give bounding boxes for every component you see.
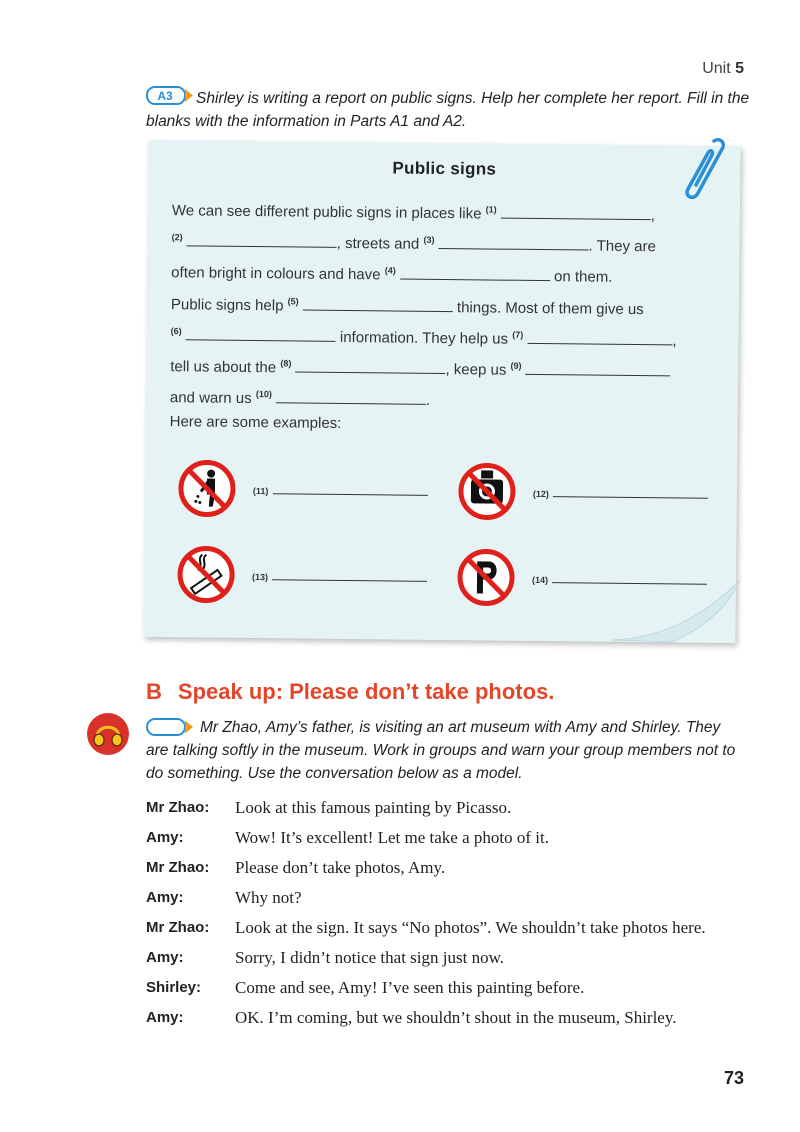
report-paragraph-3: Here are some examples:: [169, 413, 342, 432]
blank-7[interactable]: [527, 329, 672, 346]
headphones-icon: [86, 712, 130, 756]
speaker: Amy:: [146, 889, 184, 906]
blank-13[interactable]: [272, 571, 427, 582]
no-parking-icon: [456, 547, 517, 608]
unit-label: Unit 5: [702, 60, 744, 77]
speaker: Mr Zhao:: [146, 799, 210, 816]
conversation-row: [146, 857, 756, 879]
paperclip-icon: [680, 135, 728, 205]
section-b-heading: [146, 679, 554, 705]
conversation-row: [146, 917, 756, 939]
conversation-row: [146, 1007, 756, 1029]
blank-8[interactable]: [295, 357, 445, 374]
blank-6[interactable]: [186, 325, 336, 342]
blank-12[interactable]: [553, 488, 708, 499]
conversation-row: [146, 947, 756, 969]
speaker: Shirley:: [146, 979, 202, 996]
dialogue-line: Sorry, I didn’t notice that sign just now.: [235, 948, 504, 967]
sign-14-label: (14): [532, 574, 707, 587]
blank-2[interactable]: [187, 231, 337, 248]
report-paragraph-2: Public signs help $^{(5)}$ things. Most of them give us $^{(6)}$ information. They help us $^{(7)}$ , tell us about the $^{(8)}$ , keep us $^{(9)}$ and warn us $^{(10)}$ .: [169, 296, 677, 409]
sign-13-label: (13): [252, 571, 427, 584]
section-b-instruction: Mr Zhao, Amy’s father, is visiting an art museum with Amy and Shirley. They are talking softly in the museum. Work in groups and warn your group members not to do something. Use the conversation below as a model.: [146, 719, 736, 782]
speaker: Amy:: [146, 949, 184, 966]
sign-12-label: (12): [533, 488, 708, 501]
speaker: Amy:: [146, 1009, 184, 1026]
conversation-row: [146, 977, 756, 999]
page-curl-icon: [612, 580, 742, 650]
dialogue-line: Come and see, Amy! I’ve seen this painting before.: [235, 978, 585, 997]
unit-number: 5: [735, 60, 744, 77]
report-title: Public signs: [392, 158, 497, 179]
a3-badge-text: A3: [157, 89, 173, 103]
page-number: 73: [723, 1068, 744, 1088]
conversation-row: [146, 887, 756, 909]
blank-1[interactable]: [501, 204, 651, 221]
blank-9[interactable]: [526, 360, 671, 377]
conversation-row: [146, 797, 756, 819]
conversation-row: [146, 827, 756, 849]
blank-3[interactable]: [439, 234, 589, 251]
dialogue-line: Look at this famous painting by Picasso.: [235, 798, 512, 817]
blank-10[interactable]: [276, 388, 426, 405]
blank-4[interactable]: [400, 265, 550, 282]
no-littering-icon: [177, 458, 238, 519]
speaker: Mr Zhao:: [146, 859, 210, 876]
speaker: Mr Zhao:: [146, 919, 210, 936]
dialogue-line: Please don’t take photos, Amy.: [235, 858, 446, 877]
dialogue-line: Wow! It’s excellent! Let me take a photo of it.: [235, 828, 549, 847]
report-card: [143, 140, 740, 643]
speaker: Amy:: [146, 829, 184, 846]
dialogue-line: Look at the sign. It says “No photos”. We shouldn’t take photos here.: [235, 918, 706, 937]
dialogue-line: Why not?: [235, 888, 302, 907]
section-b-letter: B: [146, 679, 162, 704]
dialogue-line: OK. I’m coming, but we shouldn’t shout in the museum, Shirley.: [235, 1008, 677, 1027]
conversation: [146, 797, 756, 1037]
blank-11[interactable]: [272, 485, 427, 496]
no-smoking-icon: [176, 544, 237, 605]
report-paragraph-1: We can see different public signs in places like $^{(1)}$ , $^{(2)}$ , streets and $^{(3)}$ . They are often bright in colours and have $^{(4)}$ on them.: [171, 202, 656, 286]
blank-5[interactable]: [303, 296, 453, 313]
no-photos-icon: [457, 461, 518, 522]
sign-11-label: (11): [253, 485, 428, 498]
a3-instruction: Shirley is writing a report on public signs. Help her complete her report. Fill in the blanks with the information in Parts A1 and A2.: [146, 90, 750, 130]
section-b-title: Speak up: Please don’t take photos.: [177, 679, 555, 704]
